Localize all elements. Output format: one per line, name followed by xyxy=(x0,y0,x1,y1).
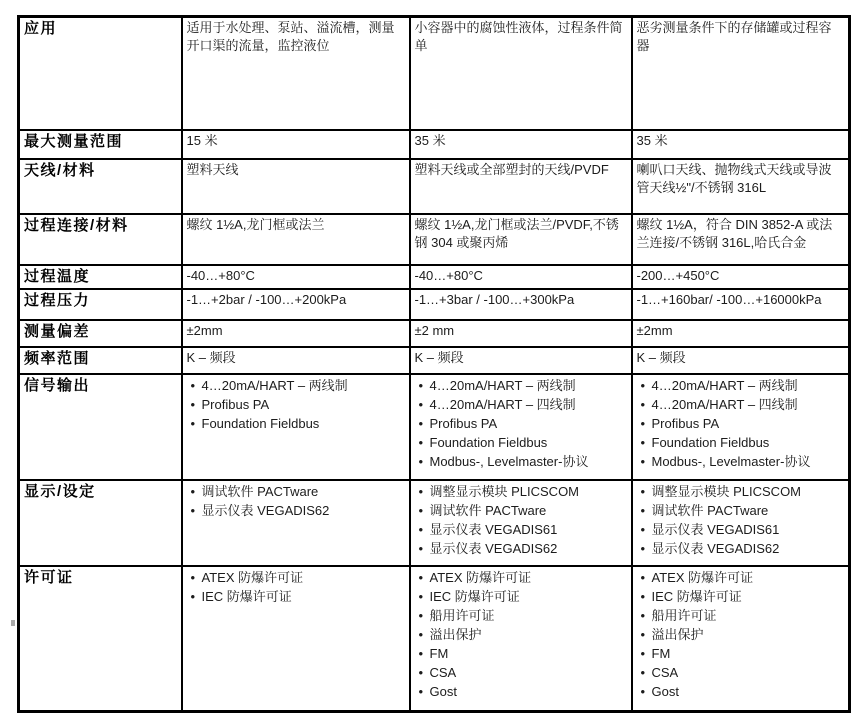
bullet-list xyxy=(637,568,845,701)
table-row xyxy=(19,566,850,712)
bullet-item: • 溢出保护 xyxy=(419,625,627,644)
bullet-item: • Foundation Fieldbus xyxy=(191,414,405,433)
bullet-item: • 4…20mA/HART – 两线制 xyxy=(419,376,627,395)
row-label: 过程连接/材料 xyxy=(19,214,182,265)
row-label: 过程温度 xyxy=(19,265,182,289)
cell-text: -40…+80°C xyxy=(186,267,255,283)
spec-cell xyxy=(632,17,850,130)
bullet-list xyxy=(187,376,405,433)
cell-text: ±2mm xyxy=(636,322,673,338)
cell-text: -40…+80°C xyxy=(414,267,483,283)
spec-cell xyxy=(182,214,410,265)
cell-text: 15 米 xyxy=(186,132,218,148)
row-label: 测量偏差 xyxy=(19,320,182,347)
table-row xyxy=(19,480,850,566)
bullet-item: • Gost xyxy=(641,682,845,701)
bullet-item: • Modbus-, Levelmaster-协议 xyxy=(641,452,845,471)
bullet-item: • IEC 防爆许可证 xyxy=(641,587,845,606)
bullet-item: • 显示仪表 VEGADIS61 xyxy=(641,520,845,539)
cell-text: 塑料天线 xyxy=(186,161,239,177)
bullet-item: • Foundation Fieldbus xyxy=(419,433,627,452)
bullet-item: • ATEX 防爆许可证 xyxy=(191,568,405,587)
bullet-list xyxy=(415,568,627,701)
bullet-item: • 显示仪表 VEGADIS62 xyxy=(191,501,405,520)
table-row xyxy=(19,265,850,289)
bullet-item: • CSA xyxy=(641,663,845,682)
cell-text: 塑料天线或全部塑封的天线/PVDF xyxy=(414,161,609,177)
spec-cell xyxy=(632,374,850,480)
spec-cell xyxy=(410,17,632,130)
bullet-list xyxy=(637,376,845,471)
cell-text: 螺纹 1½A,龙门框或法兰/PVDF,不锈钢 304 或聚丙烯 xyxy=(414,216,619,250)
bullet-item: • 调试软件 PACTware xyxy=(641,501,845,520)
spec-cell xyxy=(632,214,850,265)
bullet-item: • CSA xyxy=(419,663,627,682)
bullet-list xyxy=(187,482,405,520)
spec-cell xyxy=(410,347,632,374)
spec-table xyxy=(17,15,851,713)
bullet-item: • 4…20mA/HART – 四线制 xyxy=(641,395,845,414)
bullet-item: • 调整显示模块 PLICSCOM xyxy=(419,482,627,501)
spec-cell xyxy=(632,566,850,712)
spec-cell xyxy=(182,320,410,347)
spec-cell xyxy=(632,320,850,347)
bullet-item: • 溢出保护 xyxy=(641,625,845,644)
bullet-item: • IEC 防爆许可证 xyxy=(419,587,627,606)
bullet-list xyxy=(415,482,627,558)
bullet-item: • 显示仪表 VEGADIS62 xyxy=(641,539,845,558)
spec-cell xyxy=(410,265,632,289)
bullet-item: • 显示仪表 VEGADIS62 xyxy=(419,539,627,558)
cell-text: -1…+2bar / -100…+200kPa xyxy=(186,291,347,307)
cell-text: 适用于水处理、泵站、溢流槽，测量开口渠的流量，监控液位 xyxy=(186,20,395,53)
cell-text: K – 频段 xyxy=(414,349,464,365)
cell-text: 喇叭口天线、抛物线式天线或导波管天线½"/不锈钢 316L xyxy=(636,161,832,195)
bullet-item: • Gost xyxy=(419,682,627,701)
bullet-item: • 船用许可证 xyxy=(641,606,845,625)
row-label: 天线/材料 xyxy=(19,159,182,214)
spec-cell xyxy=(182,566,410,712)
bullet-item: • FM xyxy=(419,644,627,663)
bullet-item: • Profibus PA xyxy=(419,414,627,433)
spec-cell xyxy=(632,130,850,159)
row-label: 信号输出 xyxy=(19,374,182,480)
table-row xyxy=(19,130,850,159)
bullet-item: • 调试软件 PACTware xyxy=(191,482,405,501)
spec-cell xyxy=(182,347,410,374)
bullet-item: • 显示仪表 VEGADIS61 xyxy=(419,520,627,539)
spec-cell xyxy=(632,480,850,566)
spec-table-body xyxy=(19,17,850,712)
bullet-item: • 4…20mA/HART – 两线制 xyxy=(191,376,405,395)
cell-text: 螺纹 1½A,龙门框或法兰 xyxy=(186,216,325,232)
spec-cell xyxy=(632,265,850,289)
spec-cell xyxy=(632,159,850,214)
spec-cell xyxy=(182,289,410,320)
table-row xyxy=(19,159,850,214)
bullet-item: • 船用许可证 xyxy=(419,606,627,625)
table-row xyxy=(19,17,850,130)
cell-text: 35 米 xyxy=(414,132,446,148)
bullet-item: • Foundation Fieldbus xyxy=(641,433,845,452)
spec-cell xyxy=(410,320,632,347)
cell-text: ±2 mm xyxy=(414,322,455,338)
table-row xyxy=(19,374,850,480)
bullet-list xyxy=(415,376,627,471)
spec-cell xyxy=(182,130,410,159)
cell-text: -200…+450°C xyxy=(636,267,720,283)
table-row xyxy=(19,320,850,347)
cell-text: K – 频段 xyxy=(186,349,236,365)
bullet-item: • FM xyxy=(641,644,845,663)
bullet-item: • 调试软件 PACTware xyxy=(419,501,627,520)
row-label: 频率范围 xyxy=(19,347,182,374)
spec-cell xyxy=(182,374,410,480)
spec-cell xyxy=(410,480,632,566)
cell-text: K – 频段 xyxy=(636,349,686,365)
bullet-item: • Profibus PA xyxy=(191,395,405,414)
spec-cell xyxy=(410,214,632,265)
bullet-item: • 4…20mA/HART – 两线制 xyxy=(641,376,845,395)
row-label: 最大测量范围 xyxy=(19,130,182,159)
bullet-item: • IEC 防爆许可证 xyxy=(191,587,405,606)
bullet-list xyxy=(187,568,405,606)
cell-text: -1…+3bar / -100…+300kPa xyxy=(414,291,575,307)
table-row xyxy=(19,214,850,265)
spec-cell xyxy=(182,159,410,214)
table-row xyxy=(19,289,850,320)
spec-cell xyxy=(182,480,410,566)
cell-text: 螺纹 1½A，符合 DIN 3852-A 或法兰连接/不锈钢 316L,哈氏合金 xyxy=(636,216,833,250)
margin-artifact-dot xyxy=(11,620,15,626)
spec-cell xyxy=(632,347,850,374)
cell-text: -1…+160bar/ -100…+16000kPa xyxy=(636,291,822,307)
spec-cell xyxy=(632,289,850,320)
bullet-item: • 调整显示模块 PLICSCOM xyxy=(641,482,845,501)
spec-cell xyxy=(182,17,410,130)
cell-text: 小容器中的腐蚀性液体，过程条件简单 xyxy=(414,20,623,53)
bullet-list xyxy=(637,482,845,558)
spec-cell xyxy=(410,566,632,712)
bullet-item: • Profibus PA xyxy=(641,414,845,433)
table-row xyxy=(19,347,850,374)
row-label: 显示/设定 xyxy=(19,480,182,566)
spec-cell xyxy=(410,159,632,214)
bullet-item: • ATEX 防爆许可证 xyxy=(419,568,627,587)
bullet-item: • Modbus-, Levelmaster-协议 xyxy=(419,452,627,471)
cell-text: 恶劣测量条件下的存储罐或过程容器 xyxy=(636,20,832,53)
row-label: 应用 xyxy=(19,17,182,130)
spec-cell xyxy=(410,289,632,320)
spec-cell xyxy=(182,265,410,289)
row-label: 许可证 xyxy=(19,566,182,712)
row-label: 过程压力 xyxy=(19,289,182,320)
bullet-item: • ATEX 防爆许可证 xyxy=(641,568,845,587)
cell-text: ±2mm xyxy=(186,322,223,338)
bullet-item: • 4…20mA/HART – 四线制 xyxy=(419,395,627,414)
spec-cell xyxy=(410,374,632,480)
spec-cell xyxy=(410,130,632,159)
cell-text: 35 米 xyxy=(636,132,668,148)
